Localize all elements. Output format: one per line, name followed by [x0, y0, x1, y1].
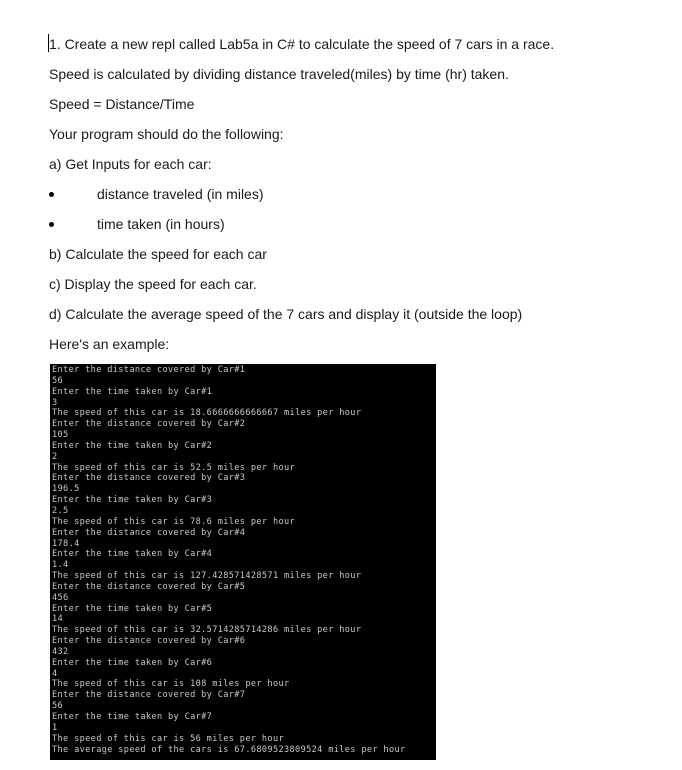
console-line: The speed of this car is 108 miles per hour — [52, 679, 290, 690]
console-line: 56 — [52, 701, 64, 712]
console-line: 432 — [52, 646, 69, 657]
console-line: Enter the distance covered by Car#7 — [52, 690, 246, 701]
console-line: The speed of this car is 56 miles per hour — [52, 733, 285, 744]
console-line: Enter the time taken by Car#7 — [52, 712, 213, 722]
speed-definition: Speed is calculated by dividing distance traveled(miles) by time (hr) taken. — [49, 66, 509, 82]
bullet-icon — [49, 192, 54, 197]
console-line: The speed of this car is 18.6666666666667 miles per hour — [52, 408, 362, 419]
console-screenshot — [50, 364, 436, 760]
step-b: b) Calculate the speed for each car — [49, 246, 267, 262]
console-line: 4 — [52, 668, 58, 679]
example-heading: Here's an example: — [49, 336, 170, 352]
console-line: 105 — [52, 430, 69, 441]
step-c: c) Display the speed for each car. — [49, 276, 257, 292]
bullet-text: time taken (in hours) — [97, 216, 225, 232]
console-line: The speed of this car is 32.5714285714286 miles per hour — [52, 625, 362, 636]
requirements-intro: Your program should do the following: — [49, 126, 284, 142]
console-line: 178.4 — [52, 538, 80, 549]
console-line: Enter the distance covered by Car#3 — [52, 473, 246, 484]
console-line: 14 — [52, 614, 64, 625]
console-line: Enter the distance covered by Car#1 — [52, 365, 246, 375]
speed-formula: Speed = Distance/Time — [49, 96, 195, 112]
step-d: d) Calculate the average speed of the 7 cars and display it (outside the loop) — [49, 306, 523, 322]
console-line: 2 — [52, 451, 58, 462]
console-line: The average speed of the cars is 67.6809523809524 miles per hour — [52, 744, 406, 755]
console-line: Enter the time taken by Car#1 — [52, 386, 213, 397]
console-output — [52, 365, 406, 755]
bullet-text: distance traveled (in miles) — [97, 186, 264, 202]
console-line: Enter the distance covered by Car#6 — [52, 636, 246, 647]
console-line: The speed of this car is 127.428571428571 miles per hour — [52, 571, 362, 582]
console-line: Enter the distance covered by Car#5 — [52, 581, 246, 592]
step-a: a) Get Inputs for each car: — [49, 156, 212, 172]
console-line: 3 — [52, 397, 58, 408]
console-line: Enter the time taken by Car#2 — [52, 440, 213, 451]
console-line: Enter the time taken by Car#6 — [52, 657, 213, 668]
console-line: Enter the time taken by Car#3 — [52, 495, 213, 506]
console-line: The speed of this car is 52.5 miles per hour — [52, 462, 296, 473]
console-line: Enter the time taken by Car#5 — [52, 603, 213, 614]
console-line: Enter the distance covered by Car#2 — [52, 419, 246, 430]
console-line: 1.4 — [52, 560, 69, 571]
console-line: Enter the distance covered by Car#4 — [52, 527, 246, 538]
instruction-title: 1. Create a new repl called Lab5a in C# to calculate the speed of 7 cars in a race. — [49, 36, 555, 52]
console-line: The speed of this car is 78.6 miles per hour — [52, 516, 296, 527]
console-line: 456 — [52, 592, 69, 603]
console-line: 56 — [52, 375, 64, 386]
console-line: 196.5 — [52, 484, 80, 495]
console-line: Enter the time taken by Car#4 — [52, 549, 213, 560]
console-line: 2.5 — [52, 505, 69, 516]
console-line: 1 — [52, 722, 58, 733]
bullet-icon — [49, 222, 54, 227]
